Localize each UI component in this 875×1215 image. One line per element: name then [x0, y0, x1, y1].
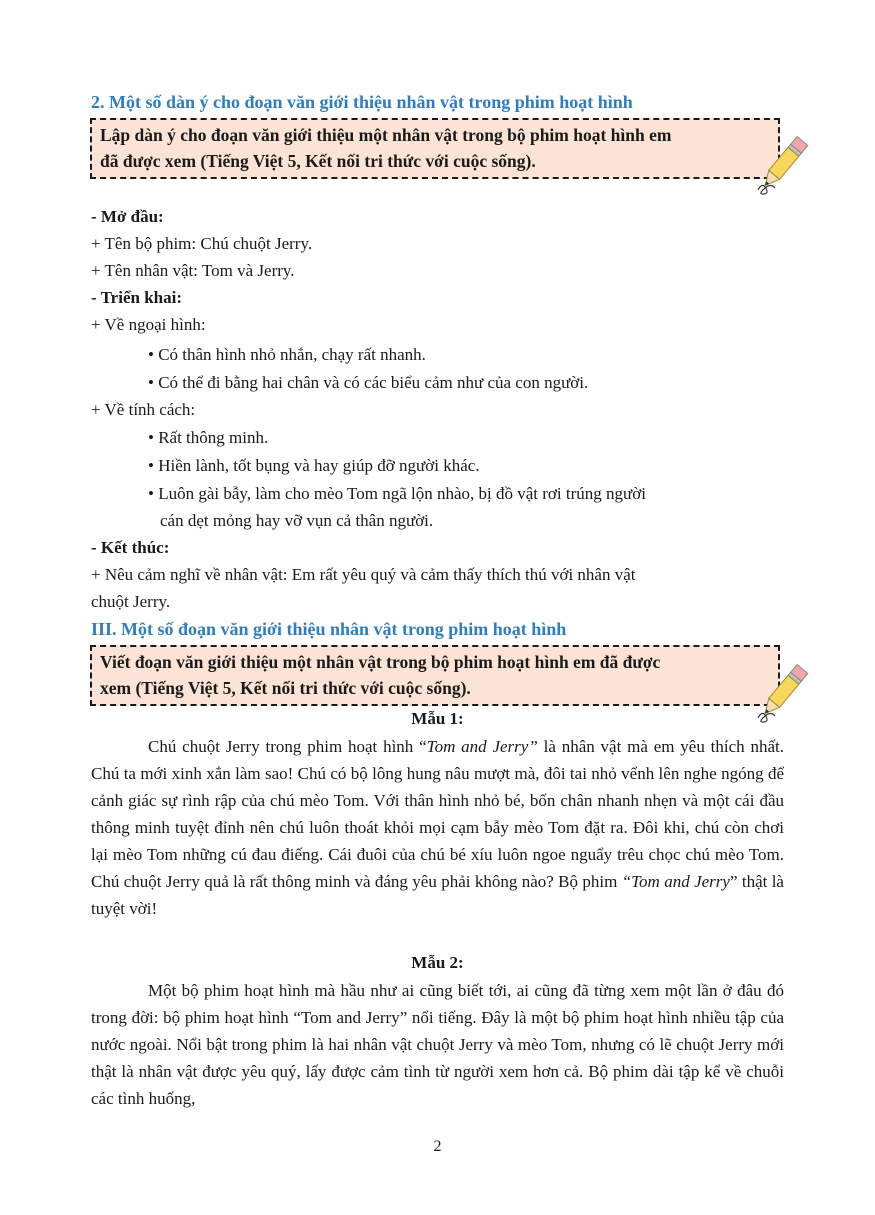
outline-body-label: - Triển khai: [91, 288, 182, 307]
sample-2-paragraph [91, 977, 784, 1112]
outline-personality-item-3: • Luôn gài bẫy, làm cho mèo Tom ngã lộn nhào, bị đồ vật rơi trúng người [148, 484, 646, 503]
task-box-1-line-1: Lập dàn ý cho đoạn văn giới thiệu một nhân vật trong bộ phim hoạt hình em [100, 125, 672, 145]
task-box-1 [90, 118, 780, 179]
sample-2-text: Một bộ phim hoạt hình mà hầu như ai cũng biết tới, ai cũng đã từng xem một lần ở đâu đó trong đời: bộ phim hoạt hình “Tom and Jerry” nổi tiếng. Đây là một bộ phim hoạt hình nhiều tập của nước ngoài. Nổi bật trong phim là hai nhân vật chuột Jerry và mèo Tom, nhưng có lẽ chuột Jerry mới thật là nhân vật được yêu quý, lấy được cảm tình từ người xem hơn cả. Bộ phim dài tập kể về chuỗi các tình huống, [91, 981, 784, 1108]
outline-appearance-item-1: • Có thân hình nhỏ nhắn, chạy rất nhanh. [148, 345, 426, 364]
outline-personality-label: + Về tính cách: [91, 400, 196, 419]
outline-personality-item-2: • Hiền lành, tốt bụng và hay giúp đỡ người khác. [148, 456, 480, 475]
sample-2-title: Mẫu 2: [411, 953, 464, 972]
task-box-1-line-2: đã được xem (Tiếng Việt 5, Kết nối tri thức với cuộc sống). [100, 151, 536, 171]
outline-appearance-label: + Về ngoại hình: [91, 315, 206, 334]
sample-1-text-3: ” thật là tuyệt vời! [91, 872, 784, 918]
outline-personality-item-3-cont: cán dẹt mỏng hay vỡ vụn cả thân người. [160, 511, 434, 530]
pencil-icon [752, 132, 812, 202]
task-box-2 [90, 645, 780, 706]
sample-1-text-1: Chú chuột Jerry trong phim hoạt hình “ [148, 737, 427, 756]
outline-end-item-1-cont: chuột Jerry. [91, 592, 171, 611]
sample-1-title: Mẫu 1: [411, 709, 464, 728]
sample-1-film-title-2: “Tom and Jerry [621, 872, 730, 891]
outline-intro-item-2: + Tên nhân vật: Tom và Jerry. [91, 261, 295, 280]
task-box-2-line-2: xem (Tiếng Việt 5, Kết nối tri thức với cuộc sống). [100, 678, 471, 698]
sample-1-text-2: là nhân vật mà em yêu thích nhất. Chú ta mới xinh xắn làm sao! Chú có bộ lông hung nâu mượt mà, đôi tai nhỏ vểnh lên nghe ngóng để cảnh giác sự rình rập của chú mèo Tom. Với thân hình nhỏ bé, bốn chân nhanh nhẹn và một cái đầu thông minh tuyệt đỉnh nên chú luôn thoát khỏi mọi cạm bẫy mèo Tom đặt ra. Đôi khi, chú còn chơi lại mèo Tom những cú đau điếng. Cái đuôi của chú bé xíu luôn ngoe nguẩy trêu chọc chú mèo Tom. Chú chuột Jerry quả là rất thông minh và đáng yêu phải không nào? Bộ phim [91, 737, 784, 891]
task-box-2-line-1: Viết đoạn văn giới thiệu một nhân vật trong bộ phim hoạt hình em đã được [100, 652, 661, 672]
outline-personality-item-1: • Rất thông minh. [148, 428, 269, 447]
section-2-heading: 2. Một số dàn ý cho đoạn văn giới thiệu nhân vật trong phim hoạt hình [91, 92, 633, 112]
outline-intro-item-1: + Tên bộ phim: Chú chuột Jerry. [91, 234, 313, 253]
section-3-heading: III. Một số đoạn văn giới thiệu nhân vật trong phim hoạt hình [91, 619, 567, 639]
sample-1-film-title: Tom and Jerry” [426, 737, 538, 756]
page-number: 2 [433, 1138, 442, 1155]
outline-end-item-1: + Nêu cảm nghĩ về nhân vật: Em rất yêu quý và cảm thấy thích thú với nhân vật [91, 565, 636, 584]
outline-appearance-item-2: • Có thể đi bằng hai chân và có các biểu cảm như của con người. [148, 373, 589, 392]
outline-end-label: - Kết thúc: [91, 538, 170, 557]
outline-intro-label: - Mở đầu: [91, 207, 164, 226]
sample-1-paragraph [91, 733, 784, 922]
